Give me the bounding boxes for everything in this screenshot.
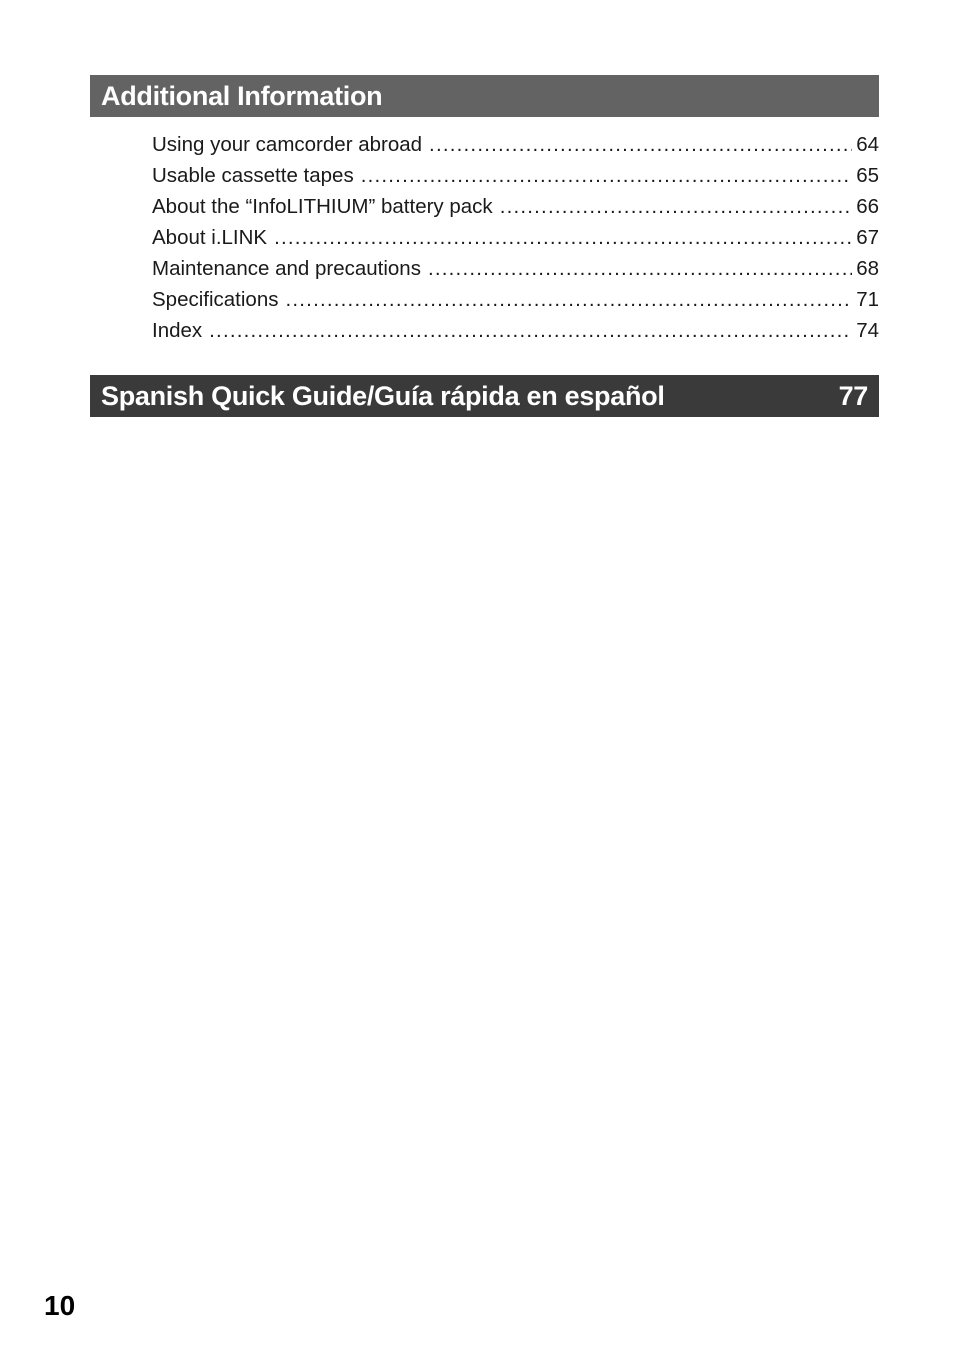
toc-entry-page: 74 (856, 319, 879, 342)
toc-entry[interactable] (152, 222, 879, 253)
toc-entry-page: 68 (856, 257, 879, 280)
toc-entry-title: About the “InfoLITHIUM” battery pack (152, 195, 493, 218)
dot-leader (285, 284, 852, 315)
section-header-spanish-quick-guide[interactable] (90, 375, 879, 417)
page-number: 10 (44, 1290, 76, 1321)
section-page: 77 (838, 380, 868, 411)
section-title: Spanish Quick Guide/Guía rápida en español (101, 380, 665, 411)
toc-entry[interactable] (152, 160, 879, 191)
dot-leader (500, 191, 853, 222)
toc-entry[interactable] (152, 315, 879, 346)
toc-entry-title: Maintenance and precautions (152, 257, 421, 280)
dot-leader (274, 222, 852, 253)
toc-entry-title: Using your camcorder abroad (152, 133, 423, 156)
toc-list (152, 129, 879, 346)
dot-leader (429, 129, 852, 160)
toc-entry-page: 64 (856, 133, 879, 156)
toc-entry-page: 71 (856, 288, 879, 311)
toc-entry[interactable] (152, 253, 879, 284)
toc-entry-page: 67 (856, 226, 879, 249)
dot-leader (428, 253, 852, 284)
toc-entry-title: About i.LINK (152, 226, 268, 249)
toc-entry-page: 66 (856, 195, 879, 218)
dot-leader (209, 315, 852, 346)
toc-entry[interactable] (152, 191, 879, 222)
toc-entry-title: Usable cassette tapes (152, 164, 354, 187)
toc-entry[interactable] (152, 284, 879, 315)
toc-entry-title: Index (152, 319, 203, 342)
section-header-additional-information (90, 75, 879, 117)
toc-entry-title: Specifications (152, 288, 279, 311)
toc-entry-page: 65 (856, 164, 879, 187)
toc-entry[interactable] (152, 129, 879, 160)
dot-leader (361, 160, 852, 191)
section-title: Additional Information (101, 80, 383, 111)
